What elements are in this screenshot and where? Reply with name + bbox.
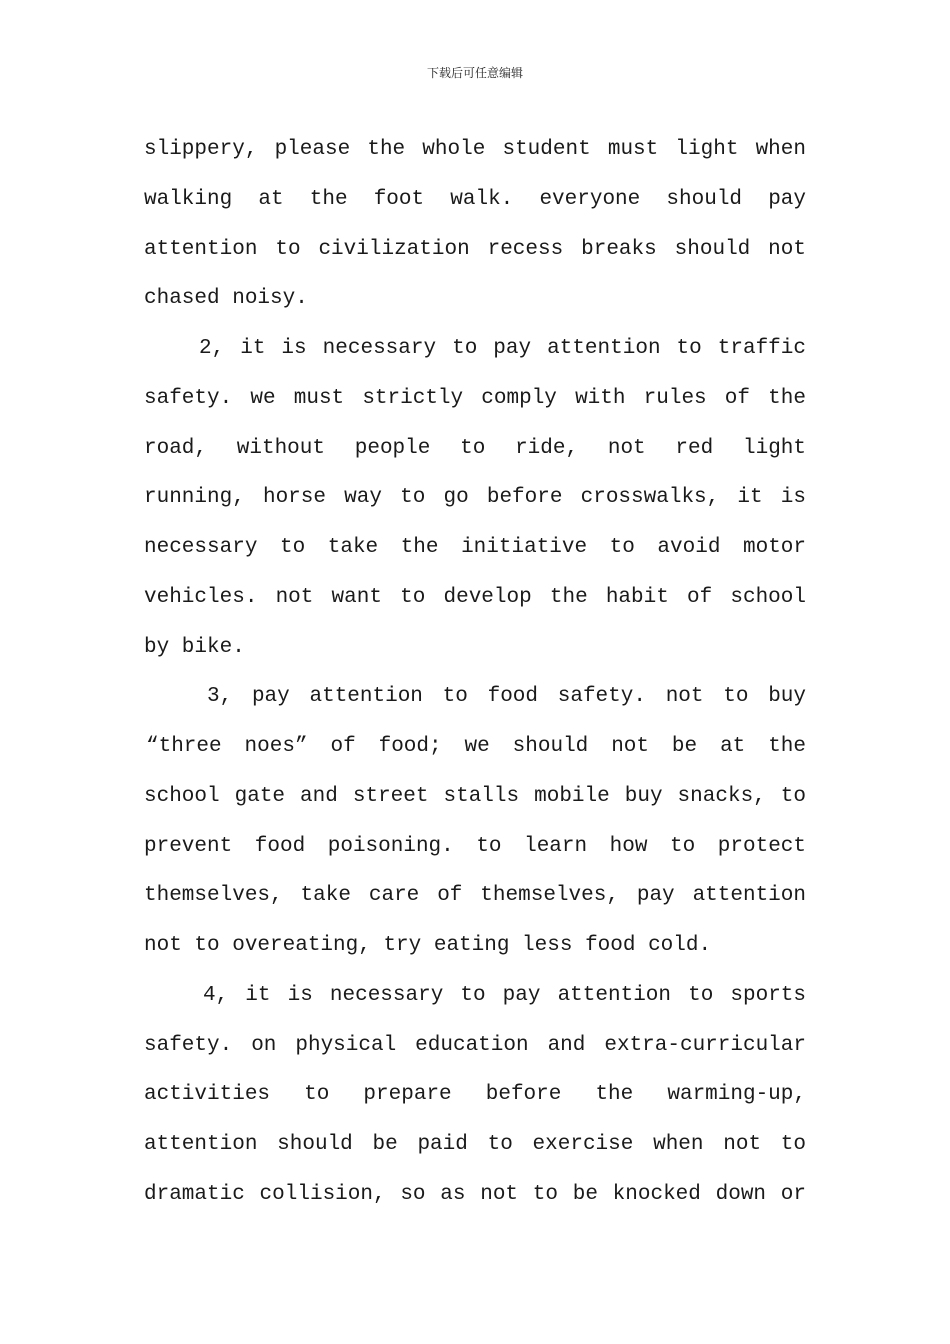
text-line: safety. on physical education and extra-curricular [144, 1033, 806, 1057]
text-line: necessary to take the initiative to avoid motor [144, 536, 806, 559]
paragraph-4-sports-safety [144, 971, 806, 1220]
text-line: chased noisy. [144, 287, 308, 311]
page-header: 下载后可任意编辑 [426, 66, 523, 80]
text-line: 4, it is necessary to pay attention to sports [203, 983, 806, 1007]
text-line: “three noes” of food; we should not be at the [146, 735, 806, 758]
text-line: running, horse way to go before crosswalks, it is [144, 486, 806, 510]
text-line: prevent food poisoning. to learn how to protect [144, 834, 806, 858]
text-line: activities to prepare before the warming-up, [144, 1083, 806, 1107]
text-line: slippery, please the whole student must light when [144, 138, 806, 161]
paragraph-1 [144, 125, 806, 324]
text-line: dramatic collision, so as not to be knocked down or [144, 1182, 806, 1206]
text-line: school gate and street stalls mobile buy snacks, to [144, 784, 806, 808]
text-line: attention to civilization recess breaks should not [144, 237, 806, 261]
text-line: 3, pay attention to food safety. not to buy [207, 685, 806, 709]
text-line: safety. we must strictly comply with rules of the [144, 386, 806, 410]
text-line: vehicles. not want to develop the habit of school [144, 585, 806, 609]
paragraph-2-traffic-safety [144, 324, 806, 672]
document-body [144, 125, 806, 1220]
paragraph-3-food-safety [144, 672, 806, 971]
text-line: 2, it is necessary to pay attention to traffic [199, 337, 806, 360]
text-line: road, without people to ride, not red light [144, 436, 806, 460]
text-line: not to overeating, try eating less food cold. [144, 934, 712, 957]
text-line: attention should be paid to exercise when not to [144, 1133, 806, 1156]
text-line: by bike. [144, 635, 245, 659]
text-line: themselves, take care of themselves, pay attention [144, 884, 806, 908]
text-line: walking at the foot walk. everyone should pay [144, 187, 806, 211]
